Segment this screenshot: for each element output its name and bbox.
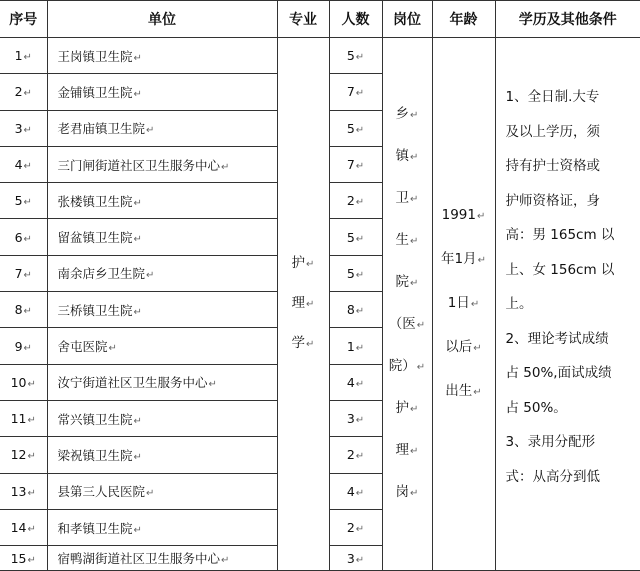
cell-text: 15 — [10, 550, 27, 566]
merged-cell-line — [506, 460, 633, 495]
paragraph-mark-icon: ↵ — [410, 278, 419, 290]
cell-text: 三桥镇卫生院 — [57, 302, 133, 318]
paragraph-mark-icon: ↵ — [27, 524, 36, 535]
paragraph-mark-icon: ↵ — [355, 378, 365, 390]
seq-cell — [0, 110, 47, 146]
paragraph-mark-icon: ↵ — [108, 343, 117, 355]
header-requirements: 学历及其他条件 — [495, 1, 640, 38]
paragraph-mark-icon: ↵ — [27, 487, 36, 499]
post-cell — [382, 38, 432, 571]
paragraph-mark-icon: ↵ — [306, 259, 315, 271]
cell-text: 上、女 156cm 以 — [505, 261, 615, 278]
cell-text: 10 — [10, 374, 27, 390]
unit-cell — [47, 364, 277, 400]
unit-cell — [47, 38, 277, 74]
paragraph-mark-icon: ↵ — [146, 125, 155, 137]
merged-cell-line — [383, 220, 432, 262]
count-cell — [329, 364, 382, 400]
cell-text: 理 — [395, 442, 410, 459]
cell-text: 5 — [346, 229, 355, 245]
cell-text: 宿鸭湖街道社区卫生服务中心 — [57, 551, 221, 567]
paragraph-mark-icon: ↵ — [355, 88, 365, 100]
paragraph-mark-icon: ↵ — [355, 124, 365, 136]
merged-cell-line — [383, 388, 432, 430]
cell-text: 护 — [395, 400, 410, 417]
seq-cell — [0, 364, 47, 400]
merged-cell-line — [278, 284, 329, 324]
cell-text: 3 — [346, 411, 355, 427]
paragraph-mark-icon: ↵ — [355, 451, 365, 463]
paragraph-mark-icon: ↵ — [473, 387, 482, 399]
paragraph-mark-icon: ↵ — [306, 339, 315, 351]
table-row — [0, 38, 640, 74]
paragraph-mark-icon: ↵ — [477, 255, 486, 267]
paragraph-mark-icon: ↵ — [306, 299, 315, 311]
cell-text: 7 — [346, 84, 355, 100]
seq-cell — [0, 546, 47, 571]
unit-cell — [47, 74, 277, 110]
merged-cell-line — [433, 238, 495, 282]
merged-cell-line — [506, 184, 633, 219]
merged-cell-line — [506, 391, 633, 426]
paragraph-mark-icon: ↵ — [133, 415, 142, 427]
merged-cell-line — [506, 149, 633, 184]
cell-text: 5 — [346, 265, 355, 281]
paragraph-mark-icon: ↵ — [133, 234, 142, 246]
cell-text: 梁祝镇卫生院 — [57, 447, 133, 463]
merged-cell-line — [506, 218, 633, 253]
count-cell — [329, 74, 382, 110]
count-cell — [329, 183, 382, 219]
header-count: 人数 — [329, 1, 382, 38]
merged-cell-line — [433, 326, 495, 370]
cell-text: 持有护士资格或 — [505, 158, 600, 174]
count-cell — [329, 473, 382, 509]
count-cell — [329, 546, 382, 571]
cell-text: 2、理论考试成绩 — [505, 330, 609, 347]
paragraph-mark-icon: ↵ — [146, 270, 155, 282]
paragraph-mark-icon: ↵ — [221, 555, 230, 567]
paragraph-mark-icon: ↵ — [23, 88, 32, 100]
seq-cell — [0, 292, 47, 328]
merged-cell-line — [433, 370, 495, 414]
paragraph-mark-icon: ↵ — [221, 161, 230, 173]
merged-cell-line — [383, 94, 432, 136]
seq-cell — [0, 183, 47, 219]
paragraph-mark-icon: ↵ — [23, 161, 32, 173]
paragraph-mark-icon: ↵ — [27, 451, 36, 463]
merged-cell-line — [506, 287, 633, 322]
cell-text: 5 — [346, 120, 355, 136]
merged-cell-line — [433, 194, 495, 238]
cell-text: 出生 — [445, 383, 473, 400]
cell-text: 7 — [346, 157, 355, 173]
header-post: 岗位 — [382, 1, 432, 38]
paragraph-mark-icon: ↵ — [23, 269, 32, 281]
paragraph-mark-icon: ↵ — [355, 415, 365, 427]
seq-cell — [0, 74, 47, 110]
cell-text: 以后 — [445, 339, 473, 356]
paragraph-mark-icon: ↵ — [410, 488, 419, 500]
unit-cell — [47, 546, 277, 571]
paragraph-mark-icon: ↵ — [208, 379, 217, 391]
paragraph-mark-icon: ↵ — [355, 269, 365, 281]
header-major: 专业 — [277, 1, 329, 38]
cell-text: 乡 — [395, 106, 410, 123]
paragraph-mark-icon: ↵ — [27, 415, 36, 427]
paragraph-mark-icon: ↵ — [146, 488, 155, 500]
cell-text: 7 — [14, 265, 23, 281]
count-cell — [329, 328, 382, 364]
header-age: 年龄 — [432, 1, 495, 38]
paragraph-mark-icon: ↵ — [355, 233, 365, 245]
cell-text: 上。 — [505, 296, 533, 312]
cell-text: 13 — [10, 483, 27, 499]
paragraph-mark-icon: ↵ — [410, 194, 419, 206]
cell-text: 1、全日制.大专 — [505, 89, 600, 105]
cell-text: 3 — [346, 550, 355, 566]
seq-cell — [0, 509, 47, 545]
cell-text: 3 — [14, 120, 23, 136]
paragraph-mark-icon: ↵ — [355, 554, 365, 566]
seq-cell — [0, 38, 47, 74]
paragraph-mark-icon: ↵ — [23, 197, 32, 209]
cell-text: 3、录用分配形 — [505, 434, 596, 450]
requirements-cell — [495, 38, 640, 571]
cell-text: 岗 — [395, 484, 410, 501]
paragraph-mark-icon: ↵ — [355, 161, 365, 173]
cell-text: 占 50%。 — [505, 399, 567, 416]
paragraph-mark-icon: ↵ — [410, 404, 419, 416]
cell-text: 9 — [14, 338, 23, 354]
cell-text: 老君庙镇卫生院 — [57, 121, 146, 137]
cell-text: 生 — [395, 232, 410, 249]
cell-text: 6 — [14, 229, 23, 245]
unit-cell — [47, 400, 277, 436]
seq-cell — [0, 400, 47, 436]
unit-cell — [47, 110, 277, 146]
cell-text: 4 — [346, 374, 355, 390]
header-unit: 单位 — [47, 1, 277, 38]
cell-text: 南余店乡卫生院 — [57, 266, 146, 282]
cell-text: 汝宁街道社区卫生服务中心 — [57, 375, 208, 391]
cell-text: 5 — [346, 48, 355, 64]
header-seq: 序号 — [0, 1, 47, 38]
merged-cell-line — [278, 324, 329, 364]
cell-text: 5 — [14, 193, 23, 209]
paragraph-mark-icon: ↵ — [133, 524, 142, 536]
age-cell — [432, 38, 495, 571]
cell-text: 常兴镇卫生院 — [57, 411, 133, 427]
paragraph-mark-icon: ↵ — [27, 554, 36, 566]
unit-cell — [47, 292, 277, 328]
cell-text: 镇 — [395, 148, 410, 165]
paragraph-mark-icon: ↵ — [23, 52, 32, 64]
seq-cell — [0, 146, 47, 182]
cell-text: 金铺镇卫生院 — [57, 84, 133, 100]
count-cell — [329, 219, 382, 255]
cell-text: 卫 — [395, 190, 410, 207]
merged-cell-line — [383, 304, 432, 346]
paragraph-mark-icon: ↵ — [473, 343, 482, 355]
merged-cell-line — [506, 356, 633, 391]
paragraph-mark-icon: ↵ — [410, 152, 419, 164]
paragraph-mark-icon: ↵ — [355, 52, 365, 64]
major-cell — [277, 38, 329, 571]
cell-text: 8 — [346, 302, 355, 318]
merged-cell-line — [506, 425, 633, 460]
merged-cell-line — [506, 253, 633, 288]
paragraph-mark-icon: ↵ — [133, 451, 142, 463]
paragraph-mark-icon: ↵ — [355, 197, 365, 209]
paragraph-mark-icon: ↵ — [410, 236, 419, 248]
paragraph-mark-icon: ↵ — [416, 362, 426, 374]
count-cell — [329, 509, 382, 545]
paragraph-mark-icon: ↵ — [410, 446, 419, 458]
paragraph-mark-icon: ↵ — [410, 110, 419, 122]
unit-cell — [47, 509, 277, 545]
paragraph-mark-icon: ↵ — [133, 88, 142, 100]
count-cell — [329, 292, 382, 328]
cell-text: 舍屯医院 — [57, 339, 108, 355]
merged-cell-line — [278, 244, 329, 284]
paragraph-mark-icon: ↵ — [133, 306, 142, 318]
cell-text: 2 — [346, 520, 355, 535]
unit-cell — [47, 437, 277, 473]
merged-cell-line — [506, 115, 633, 150]
paragraph-mark-icon: ↵ — [23, 124, 32, 136]
cell-text: 1 — [14, 48, 23, 64]
unit-cell — [47, 219, 277, 255]
paragraph-mark-icon: ↵ — [133, 197, 142, 209]
cell-text: 三门闸街道社区卫生服务中心 — [57, 157, 221, 173]
cell-text: 高：男 165cm 以 — [505, 227, 615, 243]
paragraph-mark-icon: ↵ — [23, 233, 32, 245]
cell-text: 1991 — [441, 207, 476, 224]
paragraph-mark-icon: ↵ — [133, 52, 142, 64]
paragraph-mark-icon: ↵ — [355, 342, 365, 354]
cell-text: 年1月 — [441, 251, 477, 268]
count-cell — [329, 255, 382, 291]
count-cell — [329, 437, 382, 473]
cell-text: 县第三人民医院 — [57, 484, 146, 500]
paragraph-mark-icon: ↵ — [355, 306, 365, 318]
paragraph-mark-icon: ↵ — [23, 342, 32, 354]
seq-cell — [0, 328, 47, 364]
paragraph-mark-icon: ↵ — [476, 211, 486, 223]
seq-cell — [0, 219, 47, 255]
merged-cell-line — [383, 346, 432, 388]
cell-text: 11 — [10, 411, 27, 427]
cell-text: 院 — [395, 274, 410, 291]
paragraph-mark-icon: ↵ — [27, 378, 36, 390]
cell-text: 2 — [346, 193, 355, 209]
cell-text: 2 — [346, 447, 355, 463]
cell-text: （医 — [388, 316, 416, 333]
merged-cell-line — [383, 262, 432, 304]
unit-cell — [47, 255, 277, 291]
header-row — [0, 1, 640, 38]
cell-text: 和孝镇卫生院 — [57, 520, 133, 536]
merged-cell-line — [383, 178, 432, 220]
merged-cell-line — [506, 322, 633, 357]
cell-text: 14 — [10, 520, 27, 535]
cell-text: 护师资格证，身 — [505, 192, 600, 209]
count-cell — [329, 38, 382, 74]
seq-cell — [0, 473, 47, 509]
cell-text: 及以上学历，须 — [505, 123, 600, 140]
paragraph-mark-icon: ↵ — [470, 299, 480, 311]
cell-text: 1日 — [447, 295, 470, 312]
count-cell — [329, 110, 382, 146]
count-cell — [329, 146, 382, 182]
merged-cell-line — [383, 430, 432, 472]
paragraph-mark-icon: ↵ — [23, 306, 32, 318]
unit-cell — [47, 146, 277, 182]
cell-text: 4 — [346, 483, 355, 499]
seq-cell — [0, 255, 47, 291]
cell-text: 理 — [291, 295, 306, 312]
paragraph-mark-icon: ↵ — [355, 487, 365, 499]
cell-text: 式：从高分到低 — [505, 468, 600, 485]
cell-text: 4 — [14, 157, 23, 173]
paragraph-mark-icon: ↵ — [355, 524, 365, 535]
cell-text: 院） — [388, 358, 416, 375]
cell-text: 学 — [291, 335, 306, 352]
paragraph-mark-icon: ↵ — [416, 320, 426, 332]
cell-text: 王岗镇卫生院 — [57, 48, 133, 64]
seq-cell — [0, 437, 47, 473]
cell-text: 护 — [291, 255, 306, 272]
merged-cell-line — [383, 472, 432, 514]
unit-cell — [47, 473, 277, 509]
unit-cell — [47, 183, 277, 219]
merged-cell-line — [506, 80, 633, 115]
cell-text: 留盆镇卫生院 — [57, 230, 133, 246]
merged-cell-line — [383, 136, 432, 178]
cell-text: 12 — [10, 447, 27, 463]
cell-text: 占 50%,面试成绩 — [505, 365, 612, 381]
merged-cell-line — [433, 282, 495, 326]
unit-cell — [47, 328, 277, 364]
cell-text: 2 — [14, 84, 23, 100]
count-cell — [329, 400, 382, 436]
cell-text: 8 — [14, 302, 23, 318]
cell-text: 1 — [346, 338, 355, 354]
cell-text: 张楼镇卫生院 — [57, 193, 133, 209]
